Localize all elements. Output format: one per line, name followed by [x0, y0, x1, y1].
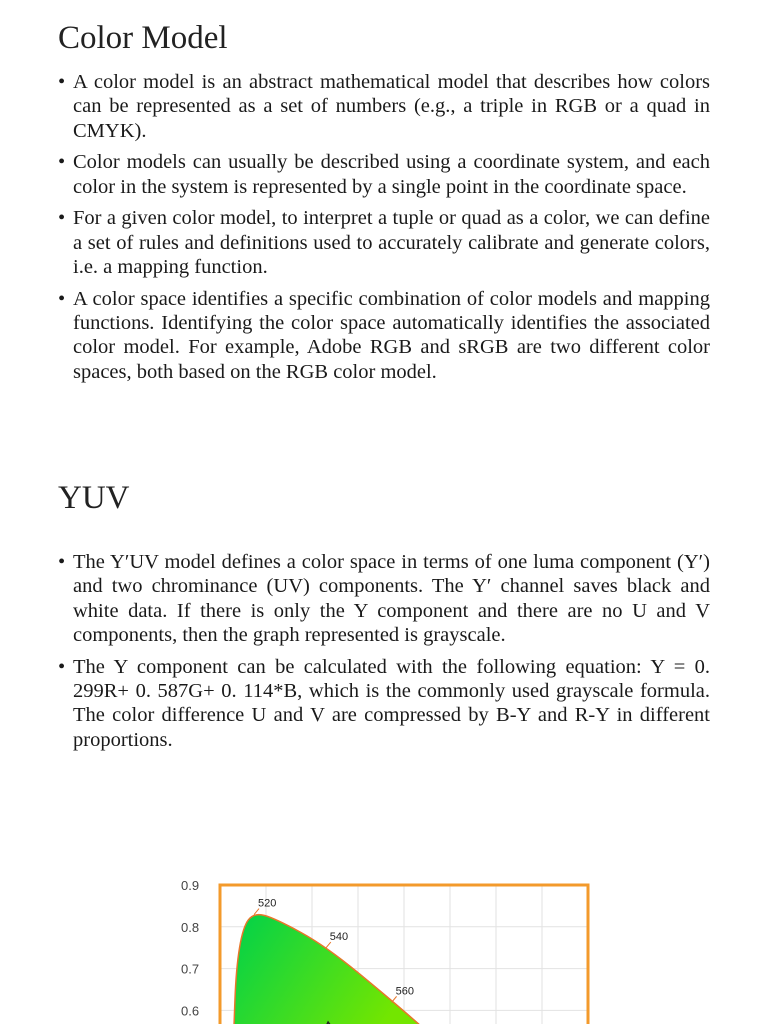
- y-axis-ticks: [181, 878, 199, 1018]
- y-tick-label: 0.8: [181, 919, 200, 935]
- bullet-item: • A color space identifies a specific combination of color models and mapping functions. Identifying the color space automatically identifies the associated color model. For example, Adobe RGB and sRGB are two different color spaces, both based on the RGB color model.: [58, 287, 710, 384]
- bullet-item: • Color models can usually be described using a coordinate system, and each color in the system is represented by a single point in the coordinate space.: [58, 150, 710, 199]
- section-title-color-model: Color Model: [58, 20, 228, 56]
- bullet-item: • For a given color model, to interpret a tuple or quad as a color, we can define a set of rules and definitions used to accurately calibrate and generate colors, i.e. a mapping function.: [58, 206, 710, 279]
- color-model-bullet-list: [58, 70, 710, 392]
- wavelength-label: 540: [329, 931, 349, 944]
- chromaticity-chart-svg: [170, 868, 600, 1024]
- chromaticity-chart: [170, 868, 600, 1024]
- bullet-item: • The Y component can be calculated with the following equation: Y = 0. 299R+ 0. 587G+ 0. 114*B, which is the commonly used grayscale formula. The color difference U and V are compressed by B-Y and R-Y in different proportions.: [58, 655, 710, 752]
- bullet-item: • A color model is an abstract mathematical model that describes how colors can be represented as a set of numbers (e.g., a triple in RGB or a quad in CMYK).: [58, 70, 710, 143]
- bullet-item: • The Y′UV model defines a color space in terms of one luma component (Y′) and two chrominance (UV) components. The Y′ channel saves black and white data. If there is only the Y component and there are no U and V components, then the graph represented is grayscale.: [58, 550, 710, 647]
- section-title-yuv: YUV: [58, 480, 130, 516]
- y-tick-label: 0.9: [181, 878, 200, 893]
- wavelength-label: 520: [258, 897, 277, 910]
- y-tick-label: 0.6: [181, 1003, 200, 1019]
- wavelength-label: 560: [395, 985, 414, 998]
- y-tick-label: 0.7: [181, 961, 200, 977]
- yuv-bullet-list: [58, 550, 710, 759]
